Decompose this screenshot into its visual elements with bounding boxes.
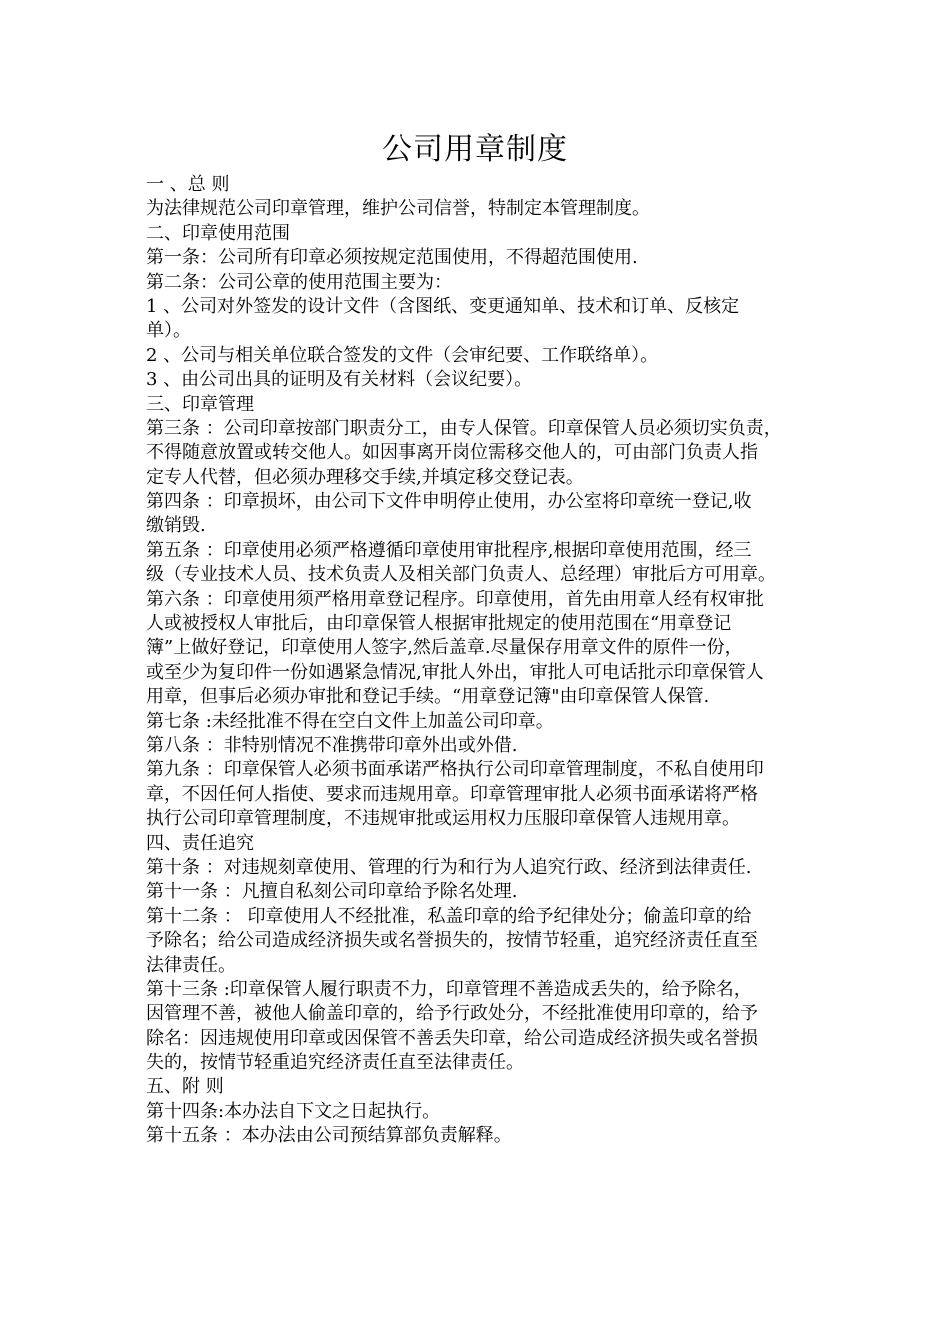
document-line: 第二条：公司公章的使用范围主要为：	[146, 271, 452, 293]
document-line: 执行公司印章管理制度，不违规审批或运用权力压服印章保管人违规用章。	[146, 808, 740, 830]
document-line: 不得随意放置或转交他人。如因事离开岗位需移交他人的，可由部门负责人指	[146, 442, 758, 464]
document-line: 定专人代替，但必须办理移交手续,并填定移交登记表。	[146, 466, 584, 488]
document-line: 第四条 ：印章损坏，由公司下文件申明停止使用，办公室将印章统一登记,收	[146, 491, 752, 513]
document-line: 人或被授权人审批后，由印章保管人根据审批规定的使用范围在“用章登记	[146, 613, 732, 635]
document-line: 缴销毁.	[146, 515, 206, 537]
document-line: 用章，但事后必须办审批和登记手续。“用章登记簿"由印章保管人保管.	[146, 686, 710, 708]
document-line: 第七条 :未经批准不得在空白文件上加盖公司印章。	[146, 710, 554, 732]
document-line: 五、附 则	[146, 1076, 224, 1098]
document-line: 第十一条 ：凡擅自私刻公司印章给予除名处理.	[146, 881, 518, 903]
document-line: 第六条 ：印章使用须严格用章登记程序。印章使用，首先由用章人经有权审批	[146, 588, 764, 610]
document-line: 章，不因任何人指使、要求而违规用章。印章管理审批人必须书面承诺将严格	[146, 783, 758, 805]
document-line: 予除名；给公司造成经济损失或名誉损失的，按情节轻重，追究经济责任直至	[146, 930, 758, 952]
document-line: 簿”上做好登记，印章使用人签字,然后盖章.尽量保存用章文件的原件一份，	[146, 637, 743, 659]
document-line: 第三条 ：公司印章按部门职责分工，由专人保管。印章保管人员必须切实负责，	[146, 417, 782, 439]
document-line: 一 、总 则	[146, 174, 230, 195]
document-line: 除名：因违规使用印章或因保管不善丢失印章，给公司造成经济损失或名誉损	[146, 1027, 758, 1049]
document-line: 法律责任。	[146, 954, 236, 976]
document-line: 第九条 ：印章保管人必须书面承诺严格执行公司印章管理制度，不私自使用印	[146, 759, 764, 781]
document-line: 失的，按情节轻重追究经济责任直至法律责任。	[146, 1052, 524, 1074]
document-title: 公司用章制度	[382, 132, 568, 167]
document-line: 级（专业技术人员、技术负责人及相关部门负责人、总经理）审批后方可用章。	[146, 564, 776, 586]
document-line: 为法律规范公司印章管理，维护公司信誉，特制定本管理制度。	[146, 198, 650, 220]
document-line: 第十五条 ：本办法由公司预结算部负责解释。	[146, 1125, 512, 1147]
document-line: 2 、公司与相关单位联合签发的文件（会审纪要、工作联络单）。	[146, 344, 659, 366]
document-line: 第十条 ：对违规刻章使用、管理的行为和行为人追究行政、经济到法律责任.	[146, 856, 752, 878]
document-line: 3 、由公司出具的证明及有关材料（会议纪要）。	[146, 369, 533, 391]
document-line: 四、责任追究	[146, 832, 254, 854]
document-line: 第五条 ：印章使用必须严格遵循印章使用审批程序,根据印章使用范围，经三	[146, 539, 752, 561]
document-line: 第八条 ：非特别情况不准携带印章外出或外借.	[146, 734, 518, 756]
document-line: 第十三条 :印章保管人履行职责不力，印章管理不善造成丢失的，给予除名，	[146, 978, 752, 1000]
document-line: 第十四条:本办法自下文之日起执行。	[146, 1100, 441, 1122]
document-line: 1 、公司对外签发的设计文件（含图纸、变更通知单、技术和订单、反核定	[146, 295, 740, 317]
document-line: 三、印章管理	[146, 393, 254, 415]
document-line: 第一条：公司所有印章必须按规定范围使用，不得超范围使用.	[146, 247, 638, 269]
document-line: 单）。	[146, 320, 191, 342]
document-line: 二、印章使用范围	[146, 222, 290, 244]
document-line: 第十二条 ： 印章使用人不经批准，私盖印章的给予纪律处分；偷盖印章的给	[146, 905, 752, 927]
document-line: 或至少为复印件一份如遇紧急情况,审批人外出，审批人可电话批示印章保管人	[146, 661, 764, 683]
document-line: 因管理不善，被他人偷盖印章的，给予行政处分，不经批准使用印章的，给予	[146, 1003, 758, 1025]
document-body	[146, 173, 826, 1149]
